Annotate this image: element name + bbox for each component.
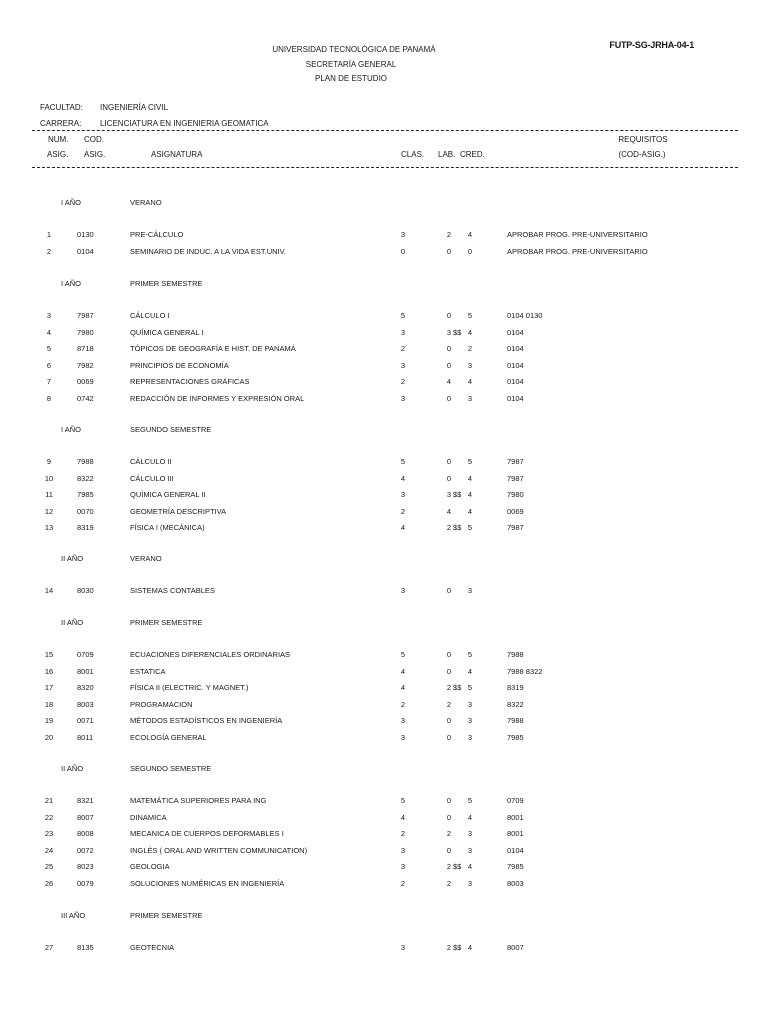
- course-name: MATEMÁTICA SUPERIORES PARA ING: [130, 796, 267, 805]
- course-code: 8011: [77, 733, 94, 742]
- course-code: 8023: [77, 862, 94, 871]
- course-name: INGLÉS ( ORAL AND WRITTEN COMMUNICATION): [130, 846, 308, 855]
- course-number: 22: [44, 813, 54, 822]
- course-class-hours: 5: [400, 650, 406, 659]
- section-year: II AÑO: [61, 618, 84, 627]
- course-code: 7980: [77, 328, 94, 337]
- course-name: SEMINARIO DE INDUC. A LA VIDA EST.UNIV.: [130, 247, 287, 256]
- course-code: 0709: [77, 650, 94, 659]
- course-lab-flag: $$: [453, 862, 462, 871]
- course-name: DINAMICA: [130, 813, 167, 822]
- course-number: 5: [46, 344, 52, 353]
- course-code: 8030: [77, 586, 94, 595]
- course-requirements: APROBAR PROG. PRE-UNIVERSITARIO: [507, 247, 648, 256]
- course-lab-hours: 0: [446, 474, 452, 483]
- course-credits: 5: [467, 523, 473, 532]
- column-cred: CRED.: [460, 150, 485, 159]
- course-code: 8135: [77, 943, 94, 952]
- course-lab-flag: $$: [453, 523, 462, 532]
- course-number: 18: [44, 700, 54, 709]
- course-code: 0079: [77, 879, 94, 888]
- course-code: 7985: [77, 490, 94, 499]
- course-class-hours: 2: [400, 377, 406, 386]
- course-number: 14: [44, 586, 54, 595]
- course-class-hours: 3: [400, 862, 406, 871]
- course-lab-hours: 2: [446, 879, 452, 888]
- column-subject: ASIGNATURA: [151, 150, 203, 159]
- university-title: UNIVERSIDAD TECNOLÓGICA DE PANAMÁ: [272, 45, 436, 54]
- course-credits: 3: [467, 879, 473, 888]
- course-number: 25: [44, 862, 54, 871]
- course-requirements: 0104: [507, 846, 524, 855]
- course-lab-hours: 0: [446, 667, 452, 676]
- course-number: 9: [46, 457, 52, 466]
- course-name: TÓPICOS DE GEOGRAFÍA E HIST. DE PANAMÁ: [130, 344, 296, 353]
- course-lab-hours: 0: [446, 361, 452, 370]
- course-credits: 4: [467, 377, 473, 386]
- course-name: PRINCIPIOS DE ECONOMÍA: [130, 361, 229, 370]
- course-class-hours: 3: [400, 716, 406, 725]
- section-year: I AÑO: [61, 279, 82, 288]
- course-number: 7: [46, 377, 52, 386]
- course-name: ECUACIONES DIFERENCIALES ORDINARIAS: [130, 650, 291, 659]
- section-term: SEGUNDO SEMESTRE: [130, 764, 212, 773]
- course-code: 8321: [77, 796, 94, 805]
- course-class-hours: 5: [400, 796, 406, 805]
- course-lab-hours: 3: [446, 328, 452, 337]
- course-class-hours: 2: [400, 507, 406, 516]
- course-name: GEOLOGIA: [130, 862, 170, 871]
- course-lab-hours: 2: [446, 700, 452, 709]
- course-class-hours: 3: [400, 943, 406, 952]
- course-name: SISTEMAS CONTABLES: [130, 586, 215, 595]
- course-class-hours: 2: [400, 879, 406, 888]
- section-year: II AÑO: [61, 764, 84, 773]
- document-code: FUTP-SG-JRHA-04-1: [609, 40, 694, 50]
- course-class-hours: 5: [400, 311, 406, 320]
- course-number: 24: [44, 846, 54, 855]
- course-credits: 2: [467, 344, 473, 353]
- course-name: FÍSICA II (ELECTRIC. Y MAGNET.): [130, 683, 249, 692]
- course-class-hours: 4: [400, 683, 406, 692]
- faculty-value: INGENIERÍA CIVIL: [100, 103, 169, 112]
- course-name: REDACCIÓN DE INFORMES Y EXPRESIÓN ORAL: [130, 394, 305, 403]
- course-lab-hours: 2: [446, 862, 452, 871]
- course-class-hours: 4: [400, 474, 406, 483]
- course-class-hours: 0: [400, 247, 406, 256]
- column-cod-bottom: ASIG.: [84, 150, 106, 159]
- header-top-divider: [32, 130, 738, 131]
- course-class-hours: 2: [400, 829, 406, 838]
- course-name: PRE-CÁLCULO: [130, 230, 184, 239]
- course-requirements: 0104: [507, 361, 524, 370]
- course-code: 8718: [77, 344, 94, 353]
- course-credits: 3: [467, 361, 473, 370]
- course-class-hours: 3: [400, 846, 406, 855]
- course-lab-flag: $$: [453, 490, 462, 499]
- section-year: I AÑO: [61, 425, 82, 434]
- course-lab-hours: 0: [446, 586, 452, 595]
- course-number: 10: [44, 474, 54, 483]
- course-class-hours: 3: [400, 490, 406, 499]
- course-name: REPRESENTACIONES GRÁFICAS: [130, 377, 250, 386]
- course-number: 16: [44, 667, 54, 676]
- course-code: 8007: [77, 813, 94, 822]
- course-credits: 4: [467, 474, 473, 483]
- course-name: PROGRAMACION: [130, 700, 193, 709]
- course-credits: 3: [467, 829, 473, 838]
- course-requirements: 7980: [507, 490, 524, 499]
- course-requirements: 0104: [507, 394, 524, 403]
- course-credits: 4: [467, 507, 473, 516]
- header-bottom-divider: [32, 167, 738, 168]
- column-num-bottom: ASIG.: [47, 150, 69, 159]
- course-lab-hours: 2: [446, 943, 452, 952]
- course-requirements: 8319: [507, 683, 524, 692]
- faculty-label: FACULTAD:: [40, 103, 83, 112]
- course-code: 7982: [77, 361, 94, 370]
- course-lab-hours: 2: [446, 523, 452, 532]
- section-year: II AÑO: [61, 554, 84, 563]
- course-class-hours: 3: [400, 586, 406, 595]
- course-credits: 3: [467, 716, 473, 725]
- course-lab-flag: $$: [453, 328, 462, 337]
- course-code: 0130: [77, 230, 94, 239]
- course-name: ECOLOGÍA GENERAL: [130, 733, 207, 742]
- course-code: 0069: [77, 377, 94, 386]
- course-name: MÉTODOS ESTADÍSTICOS EN INGENIERÍA: [130, 716, 283, 725]
- course-requirements: 7988: [507, 716, 524, 725]
- course-credits: 0: [467, 247, 473, 256]
- course-name: QUÍMICA GENERAL II: [130, 490, 206, 499]
- course-class-hours: 3: [400, 733, 406, 742]
- career-label: CARRERA:: [40, 119, 82, 128]
- office-title: SECRETARÍA GENERAL: [305, 60, 397, 69]
- course-class-hours: 3: [400, 328, 406, 337]
- course-code: 8008: [77, 829, 94, 838]
- document-title: PLAN DE ESTUDIO: [314, 74, 388, 83]
- course-name: ESTATICA: [130, 667, 166, 676]
- course-lab-hours: 0: [446, 716, 452, 725]
- course-requirements: 0104: [507, 344, 524, 353]
- course-code: 0070: [77, 507, 94, 516]
- course-lab-hours: 4: [446, 507, 452, 516]
- course-requirements: 7987: [507, 523, 524, 532]
- course-requirements: 8003: [507, 879, 524, 888]
- course-credits: 5: [467, 796, 473, 805]
- course-lab-hours: 0: [446, 394, 452, 403]
- course-number: 3: [46, 311, 52, 320]
- course-number: 4: [46, 328, 52, 337]
- course-credits: 5: [467, 311, 473, 320]
- course-name: SOLUCIONES NUMÉRICAS EN INGENIERÍA: [130, 879, 285, 888]
- course-number: 19: [44, 716, 54, 725]
- course-number: 21: [44, 796, 54, 805]
- course-credits: 5: [467, 457, 473, 466]
- course-number: 6: [46, 361, 52, 370]
- course-number: 26: [44, 879, 54, 888]
- course-requirements: 0104: [507, 377, 524, 386]
- course-name: GEOTECNIA: [130, 943, 175, 952]
- course-requirements: 7987: [507, 457, 524, 466]
- course-code: 0071: [77, 716, 94, 725]
- course-lab-hours: 3: [446, 490, 452, 499]
- course-requirements: 8322: [507, 700, 524, 709]
- course-requirements: 0069: [507, 507, 524, 516]
- course-name: CÁLCULO II: [130, 457, 172, 466]
- course-class-hours: 4: [400, 523, 406, 532]
- course-code: 0742: [77, 394, 94, 403]
- course-name: CÁLCULO III: [130, 474, 174, 483]
- course-lab-hours: 0: [446, 247, 452, 256]
- section-term: PRIMER SEMESTRE: [130, 618, 203, 627]
- course-class-hours: 3: [400, 394, 406, 403]
- course-requirements: 7985: [507, 862, 524, 871]
- course-code: 8003: [77, 700, 94, 709]
- course-code: 8319: [77, 523, 94, 532]
- course-lab-hours: 0: [446, 457, 452, 466]
- course-lab-hours: 0: [446, 796, 452, 805]
- course-number: 15: [44, 650, 54, 659]
- course-requirements: 8007: [507, 943, 524, 952]
- course-credits: 3: [467, 394, 473, 403]
- course-requirements: 7988: [507, 650, 524, 659]
- course-number: 1: [46, 230, 52, 239]
- course-requirements: 8001: [507, 813, 524, 822]
- course-requirements: 0709: [507, 796, 524, 805]
- course-class-hours: 3: [400, 361, 406, 370]
- course-lab-hours: 0: [446, 311, 452, 320]
- course-lab-hours: 0: [446, 650, 452, 659]
- course-lab-hours: 0: [446, 813, 452, 822]
- column-cod-top: COD.: [84, 135, 104, 144]
- course-number: 13: [44, 523, 54, 532]
- course-lab-hours: 0: [446, 733, 452, 742]
- section-term: PRIMER SEMESTRE: [130, 911, 203, 920]
- course-number: 23: [44, 829, 54, 838]
- course-requirements: 8001: [507, 829, 524, 838]
- course-number: 12: [44, 507, 54, 516]
- course-class-hours: 4: [400, 813, 406, 822]
- course-class-hours: 5: [400, 457, 406, 466]
- section-term: PRIMER SEMESTRE: [130, 279, 203, 288]
- course-requirements: 0104 0130: [507, 311, 543, 320]
- course-requirements: 0104: [507, 328, 524, 337]
- course-credits: 3: [467, 586, 473, 595]
- section-year: III AÑO: [61, 911, 86, 920]
- course-credits: 4: [467, 943, 473, 952]
- course-lab-flag: $$: [453, 683, 462, 692]
- course-code: 0072: [77, 846, 94, 855]
- course-number: 2: [46, 247, 52, 256]
- course-lab-hours: 4: [446, 377, 452, 386]
- course-requirements: APROBAR PROG. PRE-UNIVERSITARIO: [507, 230, 648, 239]
- career-value: LICENCIATURA EN INGENIERIA GEOMATICA: [100, 119, 269, 128]
- course-credits: 5: [467, 683, 473, 692]
- course-credits: 3: [467, 846, 473, 855]
- course-lab-hours: 0: [446, 344, 452, 353]
- course-requirements: 7985: [507, 733, 524, 742]
- course-code: 8001: [77, 667, 94, 676]
- column-requirements-bottom: (COD-ASIG.): [618, 150, 666, 159]
- course-number: 20: [44, 733, 54, 742]
- course-code: 8322: [77, 474, 94, 483]
- course-credits: 4: [467, 813, 473, 822]
- course-credits: 5: [467, 650, 473, 659]
- course-credits: 4: [467, 328, 473, 337]
- course-lab-flag: $$: [453, 943, 462, 952]
- course-class-hours: 2: [400, 700, 406, 709]
- column-clas: CLAS.: [401, 150, 425, 159]
- course-name: QUÍMICA GENERAL I: [130, 328, 204, 337]
- course-credits: 4: [467, 490, 473, 499]
- course-number: 17: [44, 683, 54, 692]
- column-requirements-top: REQUISITOS: [618, 135, 668, 144]
- course-lab-hours: 2: [446, 829, 452, 838]
- course-requirements: 7987: [507, 474, 524, 483]
- course-name: FÍSICA I (MECÁNICA): [130, 523, 205, 532]
- course-lab-hours: 2: [446, 230, 452, 239]
- course-class-hours: 4: [400, 667, 406, 676]
- section-term: VERANO: [130, 198, 162, 207]
- course-credits: 4: [467, 862, 473, 871]
- course-name: MECANICA DE CUERPOS DEFORMABLES I: [130, 829, 284, 838]
- course-name: GEOMETRÍA DESCRIPTIVA: [130, 507, 227, 516]
- course-credits: 4: [467, 667, 473, 676]
- course-number: 11: [45, 490, 53, 499]
- course-code: 0104: [77, 247, 94, 256]
- section-term: VERANO: [130, 554, 162, 563]
- course-lab-hours: 0: [446, 846, 452, 855]
- course-code: 7987: [77, 311, 94, 320]
- course-credits: 4: [467, 230, 473, 239]
- course-credits: 3: [467, 700, 473, 709]
- course-code: 7988: [77, 457, 94, 466]
- course-class-hours: 3: [400, 230, 406, 239]
- section-year: I AÑO: [61, 198, 82, 207]
- column-num-top: NUM.: [48, 135, 69, 144]
- course-lab-hours: 2: [446, 683, 452, 692]
- course-name: CÁLCULO I: [130, 311, 170, 320]
- course-code: 8320: [77, 683, 94, 692]
- course-credits: 3: [467, 733, 473, 742]
- column-lab: LAB.: [438, 150, 456, 159]
- course-class-hours: 2: [400, 344, 406, 353]
- course-number: 27: [44, 943, 54, 952]
- course-number: 8: [46, 394, 52, 403]
- course-requirements: 7988 8322: [507, 667, 543, 676]
- section-term: SEGUNDO SEMESTRE: [130, 425, 212, 434]
